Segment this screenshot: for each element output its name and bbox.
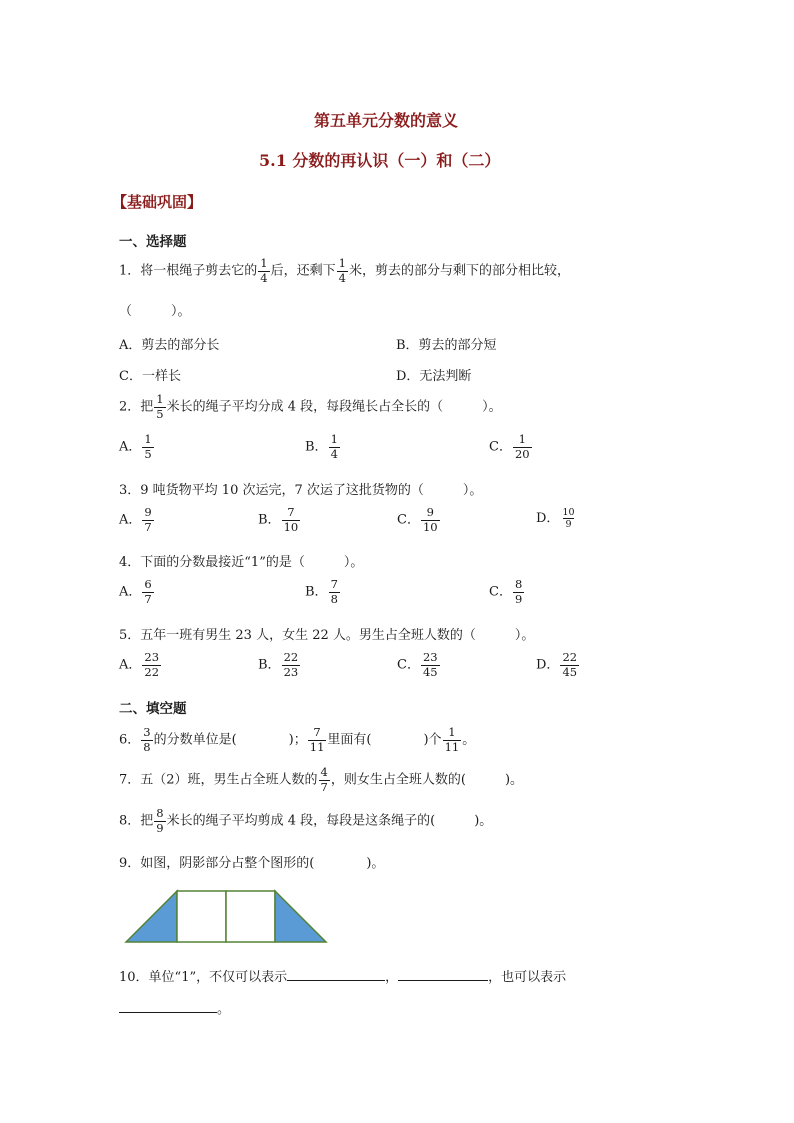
q10-text-1: 10．单位“1”，不仅可以表示: [119, 970, 288, 985]
q3-a-fraction: [142, 507, 153, 533]
q3-d-label: D．: [536, 511, 560, 526]
q1-text-2: 后，还剩下: [270, 263, 336, 279]
q2-b-den: 4: [330, 446, 338, 461]
q4-c-den: 9: [514, 591, 523, 606]
q4-a-den: 7: [144, 591, 152, 606]
q1-fraction-1: [258, 258, 269, 284]
q5-d-num: 22: [562, 650, 578, 664]
q5-a-den: 22: [144, 664, 160, 679]
q2-c-label: C．: [489, 439, 512, 455]
question-5: 5．五年一班有男生 23 人，女生 22 人。男生占全班人数的（ ）。: [119, 628, 535, 643]
q6-text-3: 里面有( )个: [327, 732, 442, 748]
q7-text-1: 7．五（2）班，男生占全班人数的: [119, 772, 318, 788]
q1-text-1: 1．将一根绳子剪去它的: [119, 263, 258, 279]
q8-text-1: 8．把: [119, 813, 154, 829]
q2-a-num: 1: [144, 432, 152, 446]
q4-a-fraction: [142, 579, 153, 605]
q6-f2-num: 7: [313, 725, 321, 739]
q6-f1-num: 3: [143, 725, 151, 739]
q7-fraction: [319, 767, 330, 793]
question-1: [119, 258, 570, 284]
q3-b-num: 7: [287, 505, 295, 519]
question-10-line-2: [119, 998, 230, 1017]
q5-c-num: 23: [422, 650, 438, 664]
q9-figure: [120, 888, 332, 946]
q3-c-label: C．: [397, 512, 420, 528]
q5-d-den: 45: [562, 664, 578, 679]
q2-a-den: 5: [144, 446, 152, 461]
q3-option-c[interactable]: [397, 507, 441, 533]
q1-f2-num: 1: [338, 256, 346, 270]
q6-fraction-3: [443, 727, 462, 753]
q5-b-den: 23: [283, 664, 299, 679]
q6-f3-num: 1: [448, 725, 456, 739]
q1-f2-den: 4: [338, 270, 346, 285]
q6-f3-den: 11: [444, 739, 460, 754]
q2-b-label: B．: [305, 439, 328, 455]
q3-b-fraction: [282, 507, 301, 533]
q3-c-fraction: [421, 507, 440, 533]
q2-f-num: 1: [156, 392, 164, 406]
q3-option-b[interactable]: [258, 507, 301, 533]
q7-text-2: ，则女生占全班人数的( )。: [330, 772, 524, 788]
q9-left-shaded-triangle: [126, 891, 177, 942]
q3-d-num: 10: [562, 506, 575, 518]
q5-option-a[interactable]: [119, 652, 162, 678]
q5-d-label: D．: [536, 657, 560, 673]
q2-c-den: 20: [514, 446, 530, 461]
q4-option-a[interactable]: [119, 579, 155, 605]
q5-d-fraction: [560, 652, 579, 678]
q3-b-label: B．: [258, 512, 281, 528]
q4-option-c[interactable]: [489, 579, 525, 605]
question-3: 3．9 吨货物平均 10 次运完，7 次运了这批货物的（ ）。: [119, 483, 483, 498]
q4-b-den: 8: [330, 591, 338, 606]
q4-b-num: 7: [330, 577, 338, 591]
q1-f1-den: 4: [260, 270, 268, 285]
q5-option-c[interactable]: [397, 652, 441, 678]
q3-a-label: A．: [119, 512, 142, 528]
q3-c-den: 10: [422, 519, 438, 534]
q10-blank-1[interactable]: [287, 979, 385, 981]
q3-c-num: 9: [426, 505, 434, 519]
q5-c-label: C．: [397, 657, 420, 673]
page-subtitle: 5.1 分数的再认识（一）和（二）: [259, 151, 501, 170]
question-6: [119, 727, 475, 753]
q1-option-a[interactable]: A．剪去的部分长: [119, 338, 220, 353]
q6-fraction-1: [141, 727, 152, 753]
q2-a-label: A．: [119, 439, 142, 455]
q4-c-label: C．: [489, 584, 512, 600]
q1-f1-num: 1: [260, 256, 268, 270]
q4-b-fraction: [329, 579, 340, 605]
q10-text-4: 。: [217, 1002, 231, 1017]
q6-text-4: 。: [462, 732, 476, 748]
q7-f-num: 4: [320, 765, 328, 779]
question-4: 4．下面的分数最接近“1”的是（ ）。: [119, 555, 364, 570]
q2-c-fraction: [513, 434, 532, 460]
question-8: [119, 808, 492, 834]
q2-a-fraction: [142, 434, 153, 460]
q2-text-1: 2．把: [119, 399, 154, 415]
q4-c-fraction: [513, 579, 524, 605]
q5-c-fraction: [421, 652, 440, 678]
q1-text-3: 米，剪去的部分与剩下的部分相比较，: [348, 263, 570, 279]
q6-f2-den: 11: [309, 739, 325, 754]
section-choice-heading: 一、选择题: [119, 234, 187, 250]
q10-text-3: ，也可以表示: [488, 970, 567, 985]
q2-fraction: [154, 394, 165, 420]
q3-d-fraction: [560, 508, 576, 530]
q9-middle-square-left: [177, 891, 226, 942]
q5-option-b[interactable]: [258, 652, 301, 678]
q2-b-num: 1: [330, 432, 338, 446]
q5-b-fraction: [282, 652, 301, 678]
q7-f-den: 7: [320, 779, 328, 794]
q2-c-num: 1: [518, 432, 526, 446]
question-10: [119, 966, 566, 985]
q3-option-d[interactable]: [536, 507, 578, 530]
q5-c-den: 45: [422, 664, 438, 679]
q2-option-b[interactable]: [305, 434, 341, 460]
q3-d-den: 9: [565, 519, 572, 530]
q4-c-num: 8: [514, 577, 523, 591]
q5-option-d[interactable]: [536, 652, 580, 678]
q6-f1-den: 8: [143, 739, 151, 754]
q3-a-den: 7: [144, 519, 152, 534]
q6-text-1: 6．: [119, 732, 141, 748]
q5-b-num: 22: [283, 650, 299, 664]
q1-option-d[interactable]: D．无法判断: [396, 369, 472, 384]
q1-option-b[interactable]: B．剪去的部分短: [396, 338, 497, 353]
q1-answer-line: （ ）。: [119, 304, 191, 319]
section-tag: 【基础巩固】: [112, 193, 203, 211]
q2-b-fraction: [329, 434, 340, 460]
q4-b-label: B．: [305, 584, 328, 600]
q6-fraction-2: [308, 727, 327, 753]
q10-text-2: ，: [385, 970, 399, 985]
q4-a-num: 6: [144, 577, 152, 591]
q3-a-num: 9: [144, 505, 152, 519]
q3-b-den: 10: [283, 519, 299, 534]
question-2: [119, 394, 502, 420]
page-title: 第五单元分数的意义: [314, 111, 459, 130]
q10-blank-3[interactable]: [119, 1011, 217, 1013]
q3-option-a[interactable]: [119, 507, 155, 533]
q9-middle-square-right: [226, 891, 275, 942]
q5-a-num: 23: [144, 650, 160, 664]
q2-f-den: 5: [156, 406, 164, 421]
q2-option-c[interactable]: [489, 434, 533, 460]
q2-text-2: 米长的绳子平均分成 4 段，每段绳长占全长的（ ）。: [166, 399, 502, 415]
question-7: [119, 767, 523, 793]
q2-option-a[interactable]: [119, 434, 155, 460]
q5-a-fraction: [142, 652, 161, 678]
q5-a-label: A．: [119, 657, 142, 673]
q8-text-2: 米长的绳子平均剪成 4 段，每段是这条绳子的( )。: [166, 813, 493, 829]
q6-text-2: 的分数单位是( )；: [153, 732, 307, 748]
q8-f-den: 9: [156, 820, 164, 835]
section-fill-heading: 二、填空题: [119, 701, 187, 717]
q9-right-shaded-triangle: [275, 891, 326, 942]
question-9: 9．如图，阴影部分占整个图形的( )。: [119, 856, 385, 871]
q1-option-c[interactable]: C．一样长: [119, 369, 181, 384]
q4-option-b[interactable]: [305, 579, 341, 605]
q8-fraction: [154, 808, 165, 834]
q5-b-label: B．: [258, 657, 281, 673]
q10-blank-2[interactable]: [398, 979, 488, 981]
q4-a-label: A．: [119, 584, 142, 600]
q1-fraction-2: [337, 258, 348, 284]
q8-f-num: 8: [156, 806, 164, 820]
